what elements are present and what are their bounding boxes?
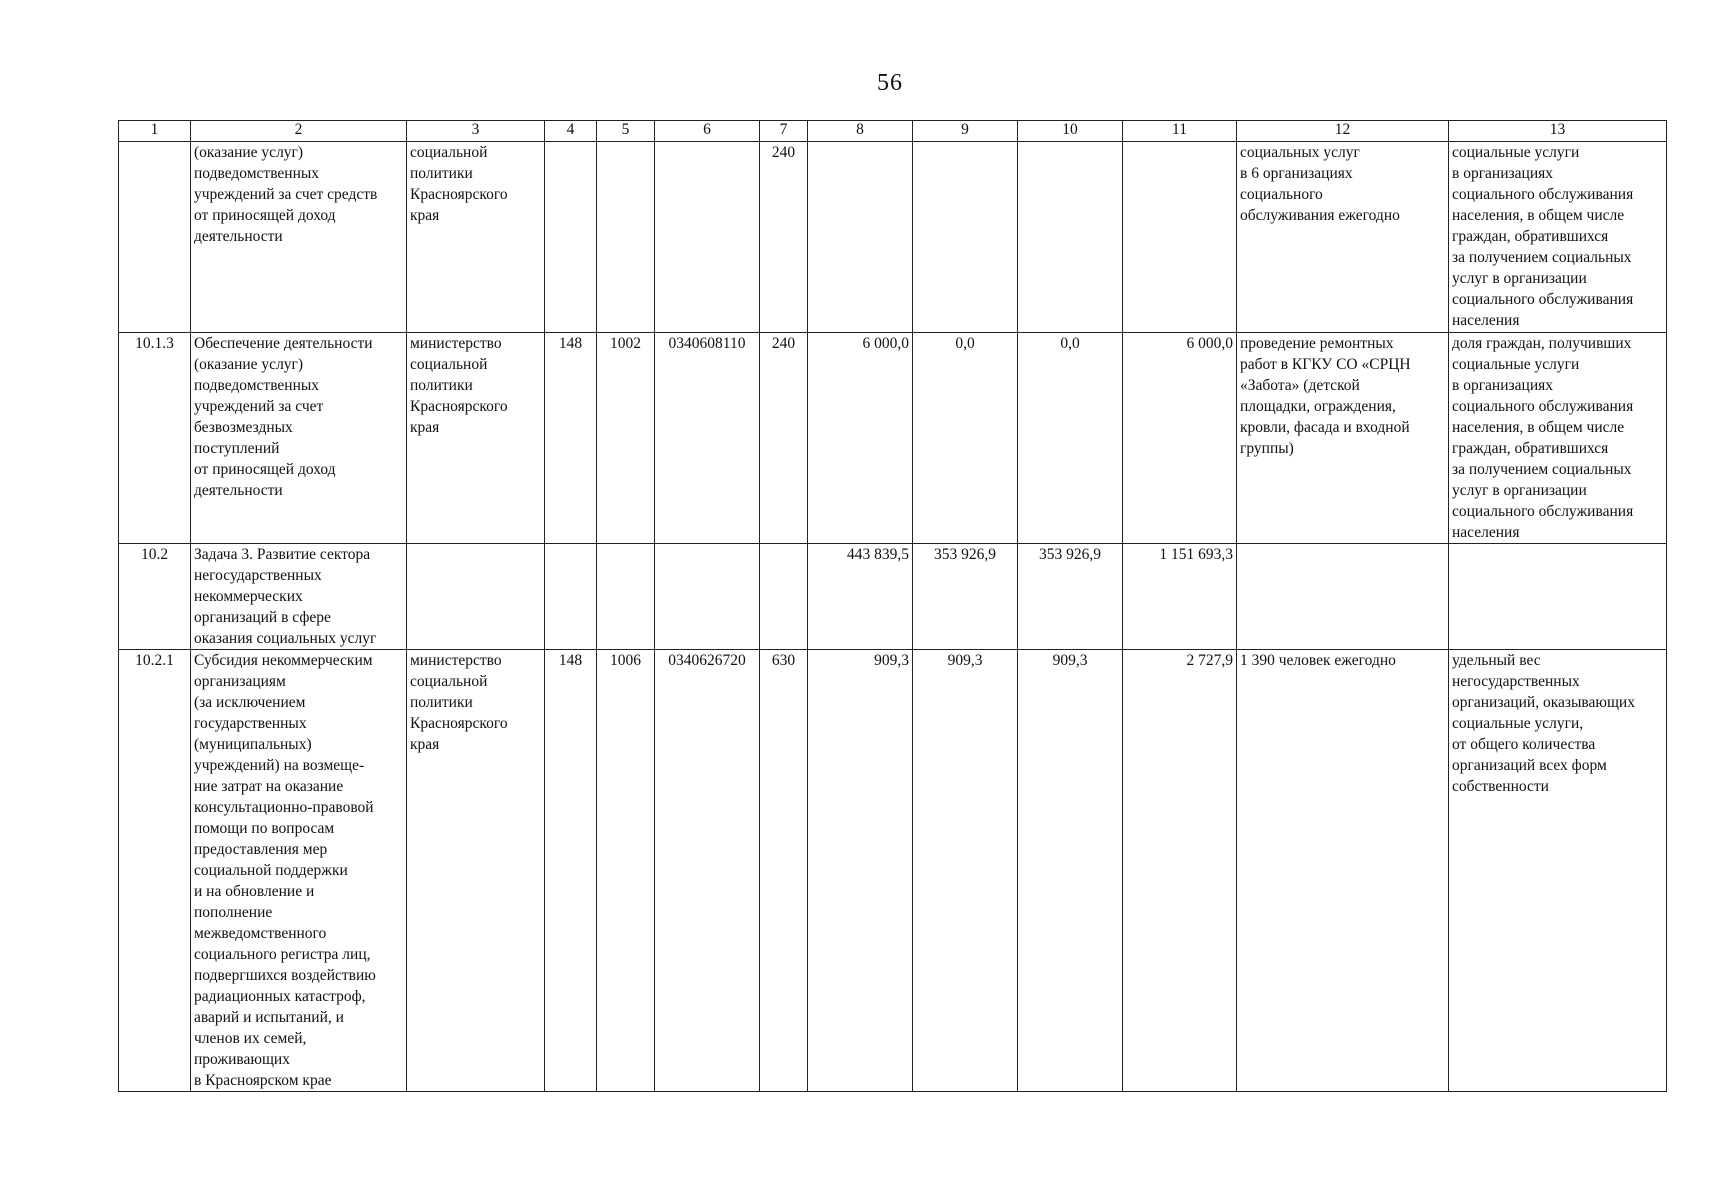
amount-total: 1 151 693,3: [1123, 544, 1237, 650]
column-header: 8: [808, 121, 913, 142]
program-activities-table: [118, 120, 1667, 1092]
activity-name: Задача 3. Развитие сектора негосударственных некоммерческих организаций в сфере оказания социальных услуг: [191, 544, 407, 650]
column-header: 5: [597, 121, 655, 142]
amount-year-1: 909,3: [808, 650, 913, 1092]
amount-year-1: 6 000,0: [808, 333, 913, 544]
expected-result: [1237, 544, 1449, 650]
column-header: 13: [1449, 121, 1667, 142]
target-item-code: 0340608110: [655, 333, 760, 544]
row-number: 10.2: [119, 544, 191, 650]
column-header: 9: [913, 121, 1018, 142]
amount-total: [1123, 142, 1237, 333]
amount-total: 2 727,9: [1123, 650, 1237, 1092]
expense-type-code: 240: [760, 333, 808, 544]
expense-type-code: 630: [760, 650, 808, 1092]
expense-type-code: [760, 544, 808, 650]
grbs-code: [545, 142, 597, 333]
section-code: [597, 544, 655, 650]
indicator: [1449, 544, 1667, 650]
table-row: [119, 333, 1667, 544]
target-item-code: [655, 544, 760, 650]
column-header: 7: [760, 121, 808, 142]
responsible-executor: социальной политики Красноярского края: [407, 142, 545, 333]
activity-name: Субсидия некоммерческим организациям (за исключением государственных (муниципальных) учреждений) на возмеще- ние затрат на оказание консультационно-правовой помощи по вопросам предоставления мер социальной поддержки и на обновление и пополнение межведомственного социального регистра лиц, подвергшихся воздействию радиационных катастроф, аварий и испытаний, и членов их семей, проживающих в Красноярском крае: [191, 650, 407, 1092]
table-row: [119, 142, 1667, 333]
amount-year-2: 909,3: [913, 650, 1018, 1092]
target-item-code: [655, 142, 760, 333]
row-number: 10.2.1: [119, 650, 191, 1092]
column-header: 4: [545, 121, 597, 142]
column-header: 3: [407, 121, 545, 142]
amount-year-3: 353 926,9: [1018, 544, 1123, 650]
column-number-header-row: [119, 121, 1667, 142]
grbs-code: 148: [545, 650, 597, 1092]
responsible-executor: [407, 544, 545, 650]
column-header: 1: [119, 121, 191, 142]
amount-year-3: 909,3: [1018, 650, 1123, 1092]
table-row: [119, 650, 1667, 1092]
column-header: 11: [1123, 121, 1237, 142]
column-header: 2: [191, 121, 407, 142]
amount-year-2: 353 926,9: [913, 544, 1018, 650]
indicator: доля граждан, получивших социальные услуги в организациях социального обслуживания населения, в общем числе граждан, обратившихся за получением социальных услуг в организации социального обслуживания населения: [1449, 333, 1667, 544]
amount-total: 6 000,0: [1123, 333, 1237, 544]
amount-year-3: [1018, 142, 1123, 333]
expected-result: социальных услуг в 6 организациях социального обслуживания ежегодно: [1237, 142, 1449, 333]
page-number: 56: [877, 70, 903, 96]
indicator: удельный вес негосударственных организаций, оказывающих социальные услуги, от общего количества организаций всех форм собственности: [1449, 650, 1667, 1092]
amount-year-2: [913, 142, 1018, 333]
amount-year-3: 0,0: [1018, 333, 1123, 544]
row-number: [119, 142, 191, 333]
column-header: 6: [655, 121, 760, 142]
grbs-code: [545, 544, 597, 650]
amount-year-1: [808, 142, 913, 333]
indicator: социальные услуги в организациях социального обслуживания населения, в общем числе граждан, обратившихся за получением социальных услуг в организации социального обслуживания населения: [1449, 142, 1667, 333]
column-header: 10: [1018, 121, 1123, 142]
responsible-executor: министерство социальной политики Красноярского края: [407, 333, 545, 544]
activity-name: (оказание услуг) подведомственных учреждений за счет средств от приносящей доход деятельности: [191, 142, 407, 333]
row-number: 10.1.3: [119, 333, 191, 544]
expected-result: проведение ремонтных работ в КГКУ СО «СРЦН «Забота» (детской площадки, ограждения, кровли, фасада и входной группы): [1237, 333, 1449, 544]
amount-year-2: 0,0: [913, 333, 1018, 544]
table-row: [119, 544, 1667, 650]
responsible-executor: министерство социальной политики Красноярского края: [407, 650, 545, 1092]
activity-name: Обеспечение деятельности (оказание услуг) подведомственных учреждений за счет безвозмездных поступлений от приносящей доход деятельности: [191, 333, 407, 544]
column-header: 12: [1237, 121, 1449, 142]
section-code: 1006: [597, 650, 655, 1092]
section-code: 1002: [597, 333, 655, 544]
amount-year-1: 443 839,5: [808, 544, 913, 650]
expense-type-code: 240: [760, 142, 808, 333]
grbs-code: 148: [545, 333, 597, 544]
target-item-code: 0340626720: [655, 650, 760, 1092]
section-code: [597, 142, 655, 333]
expected-result: 1 390 человек ежегодно: [1237, 650, 1449, 1092]
